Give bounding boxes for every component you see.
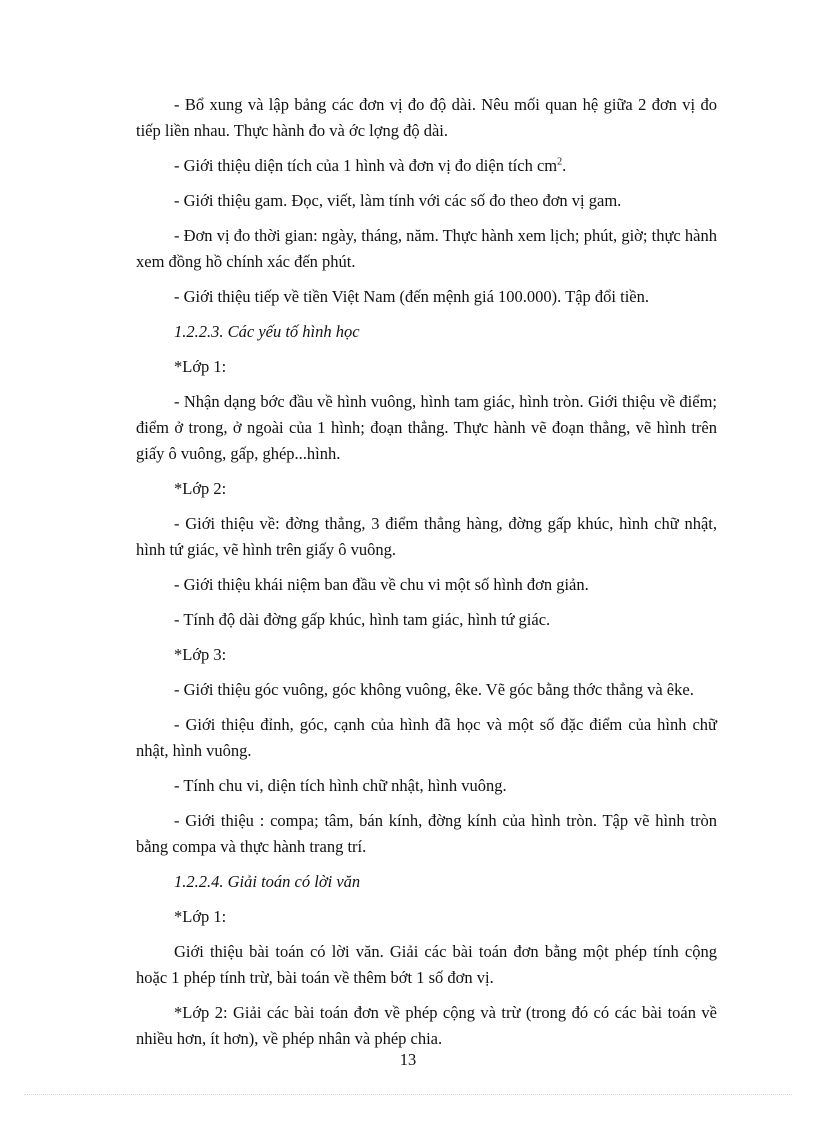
grade-label-1: *Lớp 1: <box>174 357 227 376</box>
grade-label-3: *Lớp 3: <box>174 645 227 664</box>
paragraph-angles: - Giới thiệu góc vuông, góc không vuông, êke. Vẽ góc bằng thớc thẳng và êke. <box>174 680 694 699</box>
paragraph-word-problems-grade2: *Lớp 2: Giải các bài toán đơn về phép cộng và trừ (trong đó có các bài toán về nhiều hơn, ít hơn), về phép nhân và phép chia. <box>136 1003 717 1048</box>
paragraph-gram: - Giới thiệu gam. Đọc, viết, làm tính với các số đo theo đơn vị gam. <box>174 191 622 210</box>
area-text-end: . <box>562 156 567 175</box>
page-number: 13 <box>399 1050 417 1069</box>
page-bottom-divider <box>24 1094 792 1095</box>
superscript: 2 <box>557 156 563 168</box>
paragraph-area-units <box>136 153 717 179</box>
grade-label-1b: *Lớp 1: <box>174 907 227 926</box>
paragraph-compass: - Giới thiệu : compa; tâm, bán kính, đờng kính của hình tròn. Tập vẽ hình tròn bằng compa và thực hành trang trí. <box>136 811 717 856</box>
page-content <box>136 92 717 1061</box>
grade-label-2: *Lớp 2: <box>174 479 227 498</box>
paragraph-perimeter: - Giới thiệu khái niệm ban đầu về chu vi một số hình đơn giản. <box>174 575 589 594</box>
area-text: - Giới thiệu diện tích của 1 hình và đơn vị đo diện tích cm <box>174 156 558 175</box>
paragraph-area-calc: - Tính chu vi, diện tích hình chữ nhật, hình vuông. <box>174 776 507 795</box>
paragraph-length-calc: - Tính độ dài đờng gấp khúc, hình tam giác, hình tứ giác. <box>174 610 551 629</box>
paragraph-currency: - Giới thiệu tiếp về tiền Việt Nam (đến mệnh giá 100.000). Tập đổi tiền. <box>174 287 649 306</box>
paragraph-length-units: - Bổ xung và lập bảng các đơn vị đo độ dài. Nêu mối quan hệ giữa 2 đơn vị đo tiếp liền nhau. Thực hành đo và ớc lợng độ dài. <box>136 95 717 140</box>
paragraph-time-units: - Đơn vị đo thời gian: ngày, tháng, năm. Thực hành xem lịch; phút, giờ; thực hành xem đồng hồ chính xác đến phút. <box>136 226 717 271</box>
paragraph-lines-grade2: - Giới thiệu về: đờng thẳng, 3 điểm thẳng hàng, đờng gấp khúc, hình chữ nhật, hình tứ giác, vẽ hình trên giấy ô vuông. <box>136 514 717 559</box>
paragraph-shapes-grade1: - Nhận dạng bớc đầu về hình vuông, hình tam giác, hình tròn. Giới thiệu về điểm; điểm ở trong, ở ngoài của 1 hình; đoạn thẳng. Thực hành vẽ đoạn thẳng, vẽ hình trên giấy ô vuông, gấp, ghép...hình. <box>136 392 717 463</box>
paragraph-vertices: - Giới thiệu đỉnh, góc, cạnh của hình đã học và một số đặc điểm của hình chữ nhật, hình vuông. <box>136 715 717 760</box>
section-heading-geometry: 1.2.2.3. Các yếu tố hình học <box>174 322 360 341</box>
section-heading-word-problems: 1.2.2.4. Giải toán có lời văn <box>174 872 361 891</box>
paragraph-word-problems-grade1: Giới thiệu bài toán có lời văn. Giải các bài toán đơn bằng một phép tính cộng hoặc 1 phép tính trừ, bài toán về thêm bớt 1 số đơn vị. <box>136 942 717 987</box>
